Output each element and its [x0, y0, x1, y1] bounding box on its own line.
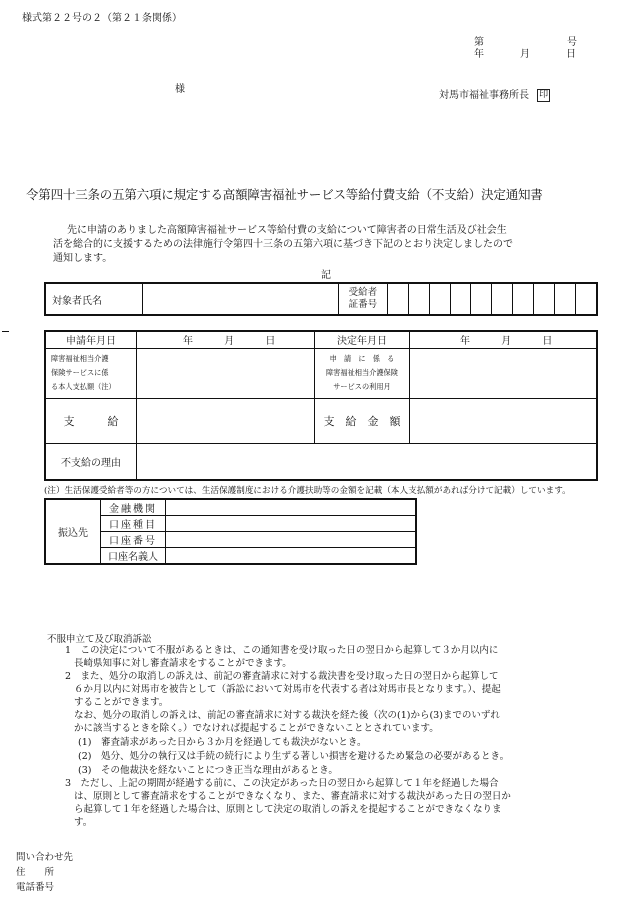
decision-date-cell [410, 331, 598, 348]
fushikyu-label: 不支給の理由 [45, 443, 137, 480]
issuer-name: 対馬市福祉事務所長 [439, 90, 529, 101]
related-month-label [315, 348, 410, 398]
cert-digit [513, 283, 534, 315]
appeal-line: 1 この決定について不服があるときは、この通知書を受け取った日の翌日から起算して３か月以内に [65, 645, 499, 656]
decision-table [44, 330, 598, 481]
apply-year: 年 [183, 336, 193, 348]
appeal-line: かに該当するときを除く。）でなければ提起することができないこととされています。 [74, 723, 439, 734]
form-number: 様式第２２号の２（第２１条関係） [22, 13, 182, 24]
apply-date-label: 申請年月日 [45, 331, 137, 348]
decision-year: 年 [460, 336, 470, 348]
decision-month: 月 [501, 336, 512, 348]
cert-label [338, 283, 387, 315]
bank-cell [166, 499, 417, 516]
contact-phone: 電話番号 [16, 882, 55, 893]
appeal-line: (1) 審査請求があった日から３か月を経過しても裁決がないとき。 [78, 737, 367, 748]
cert-digit [576, 283, 597, 315]
document-title: 令第四十三条の五第六項に規定する高額障害福祉サービス等給付費支給（不支給）決定通知書 [26, 187, 543, 202]
apply-month: 月 [224, 336, 235, 348]
addressee-sama: 様 [175, 84, 185, 95]
shikyu-label: 支 給 [45, 398, 137, 443]
decision-day: 日 [542, 336, 553, 348]
cert-digit [555, 283, 576, 315]
related-month-cell [410, 348, 598, 398]
name-cell [142, 283, 338, 315]
shikyu-amount-label: 支 給 金 額 [315, 398, 410, 443]
number-go: 号 [567, 37, 577, 48]
appeal-line: なお、処分の取消しの訴えは、前記の審査請求に対する裁決を経た後（次の(1)から(3)までのいずれ [74, 710, 500, 721]
cert-label-line-2: 証番号 [348, 299, 378, 310]
apply-day: 日 [265, 336, 276, 348]
decision-date-label: 決定年月日 [315, 331, 410, 348]
date-year: 年 [474, 49, 484, 60]
shikyu-amount-cell [410, 398, 598, 443]
self-pay-cell [137, 348, 315, 398]
fushikyu-cell [137, 443, 598, 480]
cert-digit [408, 283, 429, 315]
lead-line-2: 活を総合的に支援するための法律施行令第四十三条の五第六項に基づき下記のとおり決定しましたので [53, 239, 513, 250]
account-holder-cell [166, 548, 417, 565]
cert-digit [429, 283, 450, 315]
self-pay-label [45, 348, 137, 398]
cert-digit [387, 283, 408, 315]
account-number-cell [166, 532, 417, 548]
related-line-3: サービスの利用月 [333, 382, 391, 391]
appeal-line: す。 [74, 817, 93, 828]
cert-digit [492, 283, 513, 315]
lead-line-1: 先に申請のありました高額障害福祉サービス等給付費の支給について障害者の日常生活及び社会生 [67, 225, 507, 236]
transfer-label: 振込先 [45, 499, 101, 564]
appeal-line: 3 ただし、上記の期間が経過する前に、この決定があった日の翌日から起算して１年を経過した場合 [65, 778, 499, 789]
number-dai: 第 [474, 37, 484, 48]
footnote: (注）生活保護受給者等の方については、生活保護制度における介護扶助等の金額を記載（本人支払額があれば分けて記載）しています。 [44, 486, 571, 496]
cert-digit [450, 283, 471, 315]
lead-line-3: 通知します。 [53, 253, 113, 264]
margin-mark [2, 331, 9, 332]
self-pay-line-3: る本人支払額（注） [51, 382, 116, 391]
appeal-line: は、原則として審査請求をすることができなくなり、また、審査請求に対する裁決があった日の翌日か [74, 791, 511, 802]
shikyu-cell [137, 398, 315, 443]
account-type-label: 口座種目 [101, 516, 166, 532]
account-holder-label: 口座名義人 [101, 548, 166, 565]
appeal-line: ６か月以内に対馬市を被告として（訴訟において対馬市を代表する者は対馬市長となります。）、提起 [74, 684, 501, 695]
recipient-table [44, 282, 598, 316]
appeal-line: (2) 処分、処分の執行又は手続の続行により生ずる著しい損害を避けるため緊急の必要があるとき。 [78, 751, 510, 762]
contact-address: 住 所 [16, 867, 55, 878]
appeal-line: ら起算して１年を経過した場合は、原則として決定の取消しの訴えを提起することができなくなりま [74, 804, 502, 815]
appeal-line: (3) その他裁決を経ないことにつき正当な理由があるとき。 [78, 765, 338, 776]
appeal-heading: 不服申立て及び取消訴訟 [47, 634, 152, 645]
appeal-line: 2 また、処分の取消しの訴えは、前記の審査請求に対する裁決書を受け取った日の翌日から起算して [65, 671, 499, 682]
account-type-cell [166, 516, 417, 532]
account-number-label: 口座番号 [101, 532, 166, 548]
date-month: 月 [520, 49, 530, 60]
related-line-2: 障害福祉相当介護保険 [326, 368, 398, 377]
appeal-line: することができます。 [74, 697, 169, 708]
appeal-line: 長崎県知事に対し審査請求をすることができます。 [74, 658, 292, 669]
date-day: 日 [566, 49, 576, 60]
seal-box: 印 [539, 90, 549, 100]
apply-date-cell [137, 331, 315, 348]
cert-label-line-1: 受給者 [348, 287, 378, 298]
self-pay-line-1: 障害福祉相当介護 [51, 354, 109, 363]
self-pay-line-2: 保険サービスに係 [51, 368, 109, 377]
contact-heading: 問い合わせ先 [16, 852, 74, 863]
ki-marker: 記 [321, 270, 331, 281]
cert-digit [471, 283, 492, 315]
related-line-1: 申 請 に 係 る [329, 354, 395, 363]
transfer-table [44, 498, 417, 565]
issuer [439, 86, 550, 102]
name-label: 対象者氏名 [45, 283, 142, 315]
bank-label: 金融機関 [101, 499, 166, 516]
cert-digit [534, 283, 555, 315]
